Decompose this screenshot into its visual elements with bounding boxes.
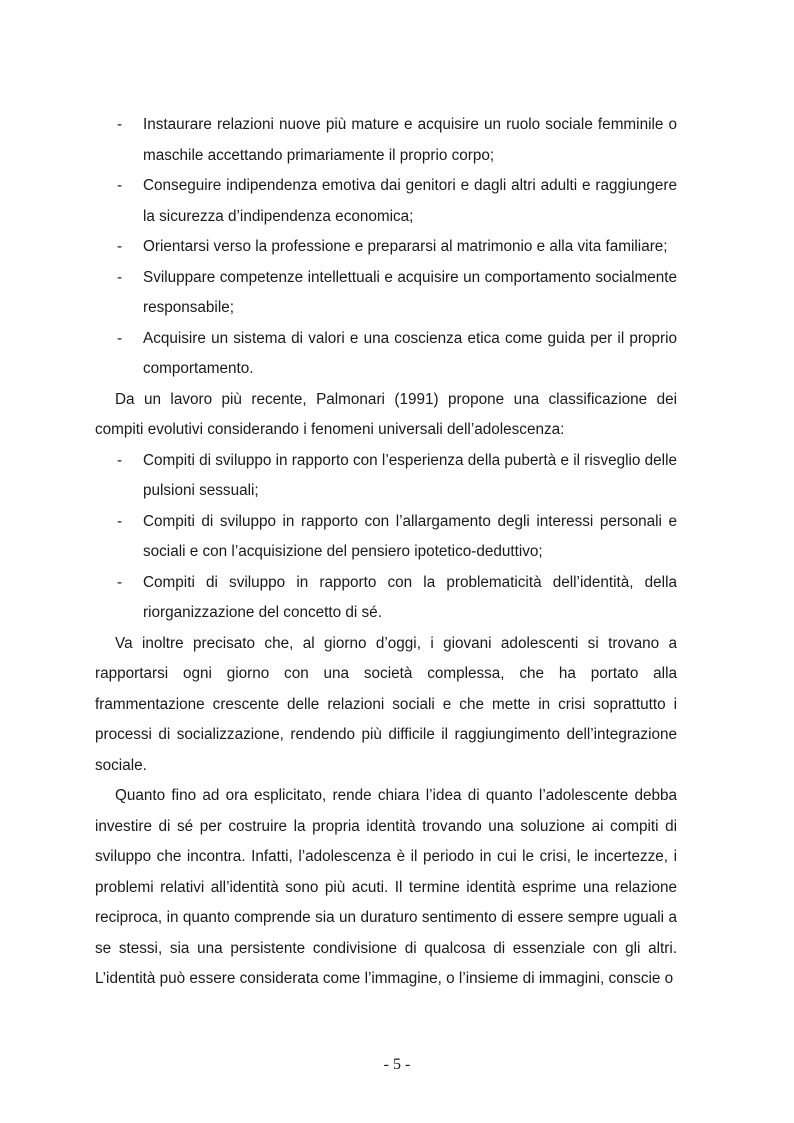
list-item [95,446,677,507]
list-item-text: Instaurare relazioni nuove più mature e acquisire un ruolo sociale femminile o maschile accettando primariamente il proprio corpo; [143,116,677,164]
page-number: - 5 - [383,1056,411,1073]
bullet-list-palmonari-tasks [95,446,677,629]
bullet-dash: - [117,451,123,469]
bullet-dash: - [117,268,123,286]
bullet-dash: - [117,573,123,591]
paragraph-palmonari-intro: Da un lavoro più recente, Palmonari (1991) propone una classificazione dei compiti evolutivi considerando i fenomeni universali dell’adolescenza: [95,390,677,438]
paragraph-society-complexity: Va inoltre precisato che, al giorno d’oggi, i giovani adolescenti si trovano a rapportarsi ogni giorno con una società complessa, che ha portato alla frammentazione crescente delle relazioni sociali e che mette in crisi soprattutto i processi di socializzazione, rendendo più difficile il raggiungimento dell’integrazione sociale. [95,634,677,774]
bullet-dash: - [117,512,123,530]
bullet-dash: - [117,238,123,255]
list-item [95,110,677,171]
list-item [95,507,677,568]
list-item [95,568,677,629]
paragraph-identity: Quanto fino ad ora esplicitato, rende chiara l’idea di quanto l’adolescente debba investire di sé per costruire la propria identità trovando una soluzione ai compiti di sviluppo che incontra. Infatti, l’adolescenza è il periodo in cui le crisi, le incertezze, i problemi relativi all’identità sono più acuti. Il termine identità esprime una relazione reciproca, in quanto comprende sia un duraturo sentimento di essere sempre uguali a se stessi, sia una persistente condivisione di qualcosa di essenziale con gli altri. L’identità può essere considerata come l’immagine, o l’insieme di immagini, conscie o [95,787,677,987]
list-item [95,324,677,385]
bullet-list-developmental-tasks [95,110,677,385]
list-item [95,171,677,232]
list-item-text: Acquisire un sistema di valori e una coscienza etica come guida per il proprio comportamento. [143,329,677,377]
list-item-text: Compiti di sviluppo in rapporto con l’esperienza della pubertà e il risveglio delle pulsioni sessuali; [143,451,677,499]
list-item-text: Compiti di sviluppo in rapporto con l’allargamento degli interessi personali e sociali e con l’acquisizione del pensiero ipotetico-deduttivo; [143,512,677,560]
list-item [95,232,677,263]
list-item-text: Sviluppare competenze intellettuali e acquisire un comportamento socialmente responsabile; [143,268,677,316]
list-item-text: Conseguire indipendenza emotiva dai genitori e dagli altri adulti e raggiungere la sicurezza d’indipendenza economica; [143,177,677,225]
bullet-dash: - [117,177,123,194]
bullet-dash: - [117,116,123,133]
list-item-text: Compiti di sviluppo in rapporto con la problematicità dell’identità, della riorganizzazione del concetto di sé. [143,573,677,621]
list-item-text: Orientarsi verso la professione e prepararsi al matrimonio e alla vita familiare; [143,238,668,255]
page-body [95,110,677,995]
list-item [95,263,677,324]
bullet-dash: - [117,329,123,347]
